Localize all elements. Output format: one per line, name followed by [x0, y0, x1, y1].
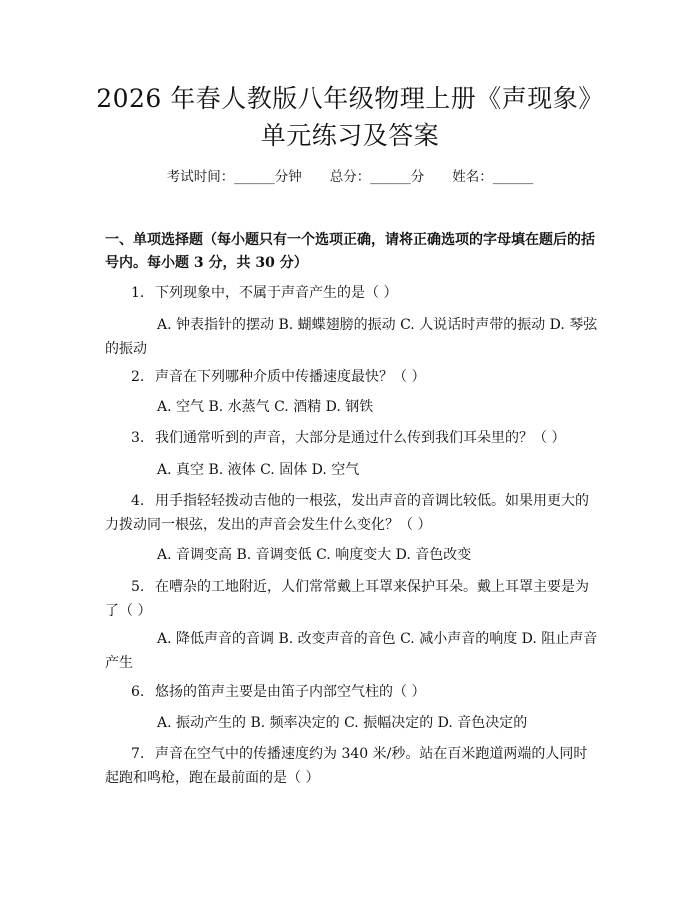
question-4-options: A. 音调变高 B. 音调变低 C. 响度变大 D. 音色改变 — [157, 547, 472, 563]
question-number: 3. — [131, 430, 145, 446]
question-2-options: A. 空气 B. 水蒸气 C. 酒精 D. 钢铁 — [157, 399, 374, 415]
question-text: 声音在下列哪种介质中传播速度最快？（ ） — [155, 369, 426, 385]
question-text: 声音在空气中的传播速度约为 340 米/秒。站在百米跑道两端的人同时起跑和鸣枪，跑在最前面的是（ ） — [105, 746, 588, 786]
question-4 — [105, 489, 599, 537]
question-1 — [105, 281, 599, 305]
question-number: 5. — [131, 579, 145, 595]
question-number: 2. — [131, 369, 145, 385]
question-number: 1. — [131, 285, 145, 301]
exam-score-label: 总分：______分 — [329, 169, 425, 185]
question-2 — [105, 365, 599, 389]
exam-name-label: 姓名：______ — [452, 169, 534, 185]
question-number: 4. — [131, 493, 145, 509]
question-text: 我们通常听到的声音，大部分是通过什么传到我们耳朵里的？（ ） — [155, 430, 566, 446]
exam-time-label: 考试时间：______分钟 — [166, 169, 302, 185]
question-text: 用手指轻轻拨动吉他的一根弦，发出声音的音调比较低。如果用更大的力拨动同一根弦，发出的声音会发生什么变化？（ ） — [105, 493, 589, 533]
question-7 — [105, 742, 599, 790]
question-text: 在嘈杂的工地附近，人们常常戴上耳罩来保护耳朵。戴上耳罩主要是为了（ ） — [105, 579, 589, 619]
question-number: 7. — [131, 746, 145, 762]
question-5-options: A. 降低声音的音调 B. 改变声音的音色 C. 减小声音的响度 D. 阻止声音产生 — [105, 631, 598, 671]
question-5 — [105, 575, 599, 623]
question-number: 6. — [131, 684, 145, 700]
document-title-line2: 单元练习及答案 — [260, 121, 440, 150]
question-3-options: A. 真空 B. 液体 C. 固体 D. 空气 — [157, 462, 360, 478]
question-text: 悠扬的笛声主要是由笛子内部空气柱的（ ） — [155, 684, 426, 700]
document-title-line1: 2026 年春人教版八年级物理上册《声现象》 — [96, 84, 604, 113]
exam-info-line — [0, 167, 700, 187]
question-text: 下列现象中，不属于声音产生的是（ ） — [155, 285, 398, 301]
section-heading: 一、单项选择题（每小题只有一个选项正确，请将正确选项的字母填在题后的括号内。每小题 3 分，共 30 分） — [105, 232, 595, 271]
question-1-options: A. 钟表指针的摆动 B. 蝴蝶翅膀的振动 C. 人说话时声带的振动 D. 琴弦的振动 — [105, 317, 598, 357]
question-3 — [105, 426, 599, 450]
question-6 — [105, 680, 599, 704]
question-6-options: A. 振动产生的 B. 频率决定的 C. 振幅决定的 D. 音色决定的 — [157, 715, 528, 731]
